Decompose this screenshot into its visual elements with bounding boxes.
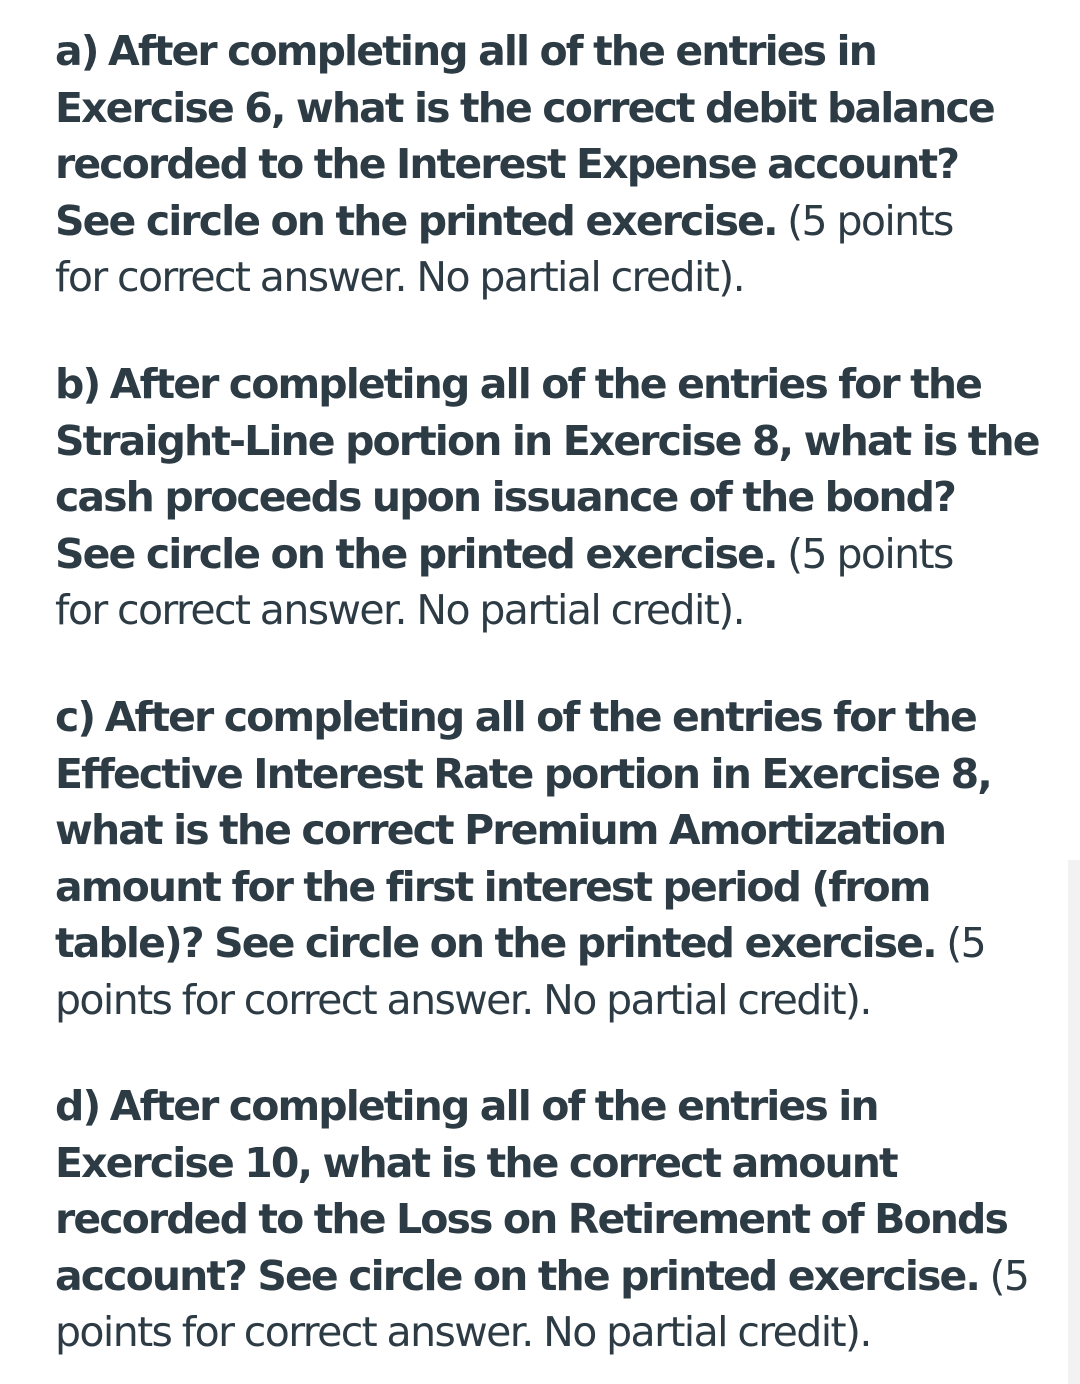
question-line: Exercise 10, what is the correct amount (55, 1138, 897, 1187)
points-note-line: for correct answer. No partial credit). (55, 586, 745, 634)
question-line: cash proceeds upon issuance of the bond? (55, 473, 955, 521)
question-instruction: See circle on the printed exercise. (55, 196, 777, 245)
question-label: b) (55, 360, 100, 408)
question-line: what is the correct Premium Amortization (55, 806, 946, 854)
question-instruction: table)? See circle on the printed exercise. (55, 919, 936, 967)
question-label: d) (55, 1082, 100, 1130)
question-line: recorded to the Loss on Retirement of Bonds (55, 1195, 1007, 1243)
question-line: Exercise 6, what is the correct debit balance (55, 83, 994, 132)
question-instruction: See circle on the printed exercise. (55, 529, 777, 578)
question-a (55, 23, 1065, 306)
question-line: After completing all of the entries in (109, 1082, 878, 1130)
question-c (55, 689, 1065, 1028)
question-line: After completing all of the entries for the (104, 693, 976, 741)
question-label: a) (55, 27, 98, 75)
question-b (55, 356, 1065, 639)
points-note: (5 points (787, 196, 953, 245)
points-note-line: points for correct answer. No partial credit). (55, 975, 871, 1024)
question-line: Straight-Line portion in Exercise 8, what is the (55, 416, 1039, 465)
question-line: After completing all of the entries for the (109, 360, 982, 408)
points-note: (5 points (787, 529, 953, 578)
points-note-line: for correct answer. No partial credit). (55, 253, 745, 301)
question-d (55, 1078, 1065, 1361)
question-instruction: account? See circle on the printed exercise. (55, 1251, 980, 1300)
question-line: After completing all of the entries in (108, 27, 876, 75)
scrollbar-track[interactable] (1068, 860, 1080, 1384)
points-note: (5 (989, 1251, 1029, 1300)
points-note-line: points for correct answer. No partial credit). (55, 1308, 871, 1356)
points-note: (5 (946, 919, 986, 967)
question-line: Effective Interest Rate portion in Exercise 8, (55, 749, 991, 798)
question-line: amount for the first interest period (from (55, 862, 930, 911)
question-line: recorded to the Interest Expense account? (55, 140, 959, 188)
question-label: c) (55, 693, 95, 741)
